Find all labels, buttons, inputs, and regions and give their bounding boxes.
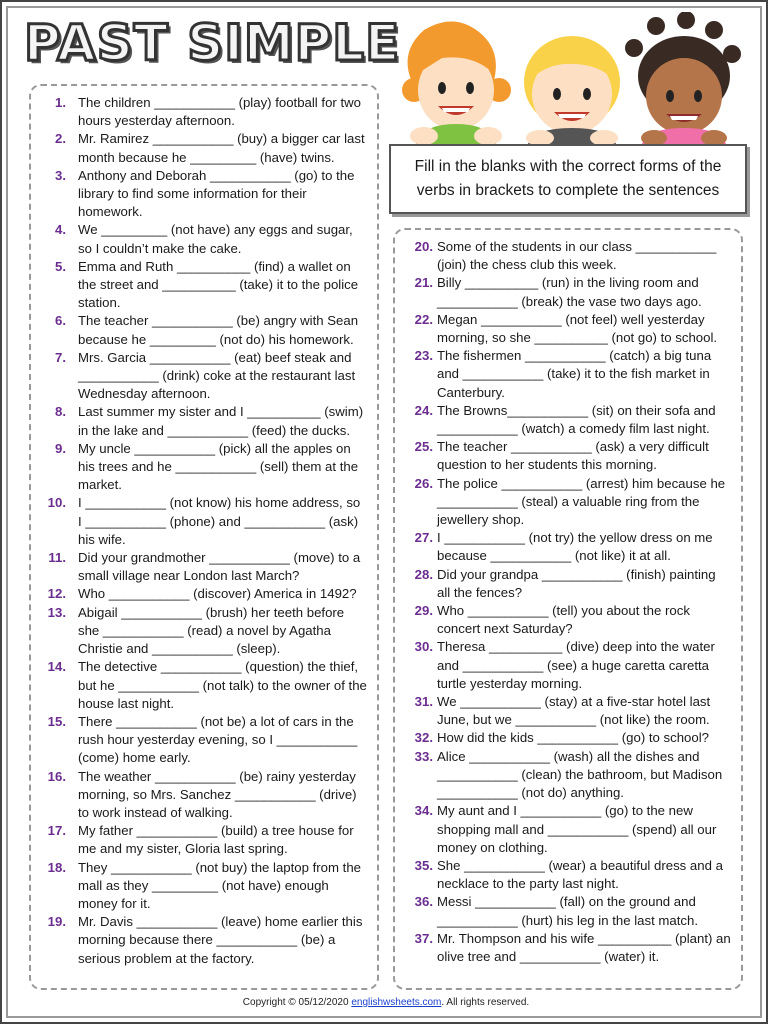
exercise-item xyxy=(405,729,731,747)
exercise-number: 16. xyxy=(47,768,66,784)
exercise-number: 36. xyxy=(414,894,433,910)
exercise-number: 2. xyxy=(55,131,66,147)
exercise-item xyxy=(405,347,731,402)
page-title: PAST SIMPLE xyxy=(24,14,401,72)
exercise-item xyxy=(405,238,731,274)
exercise-item xyxy=(41,221,367,257)
exercise-item xyxy=(405,566,731,602)
exercise-item xyxy=(41,585,367,603)
exercise-number: 20. xyxy=(414,239,433,254)
footer-prefix: Copyright © 05/12/2020 xyxy=(242,997,352,1008)
exercise-text: Billy __________ (run) in the living room and ___________ (break) the vase two days ago. xyxy=(437,275,702,309)
exercise-number: 3. xyxy=(55,167,66,183)
exercise-item xyxy=(405,893,731,929)
exercise-number: 24. xyxy=(414,402,433,418)
instruction-box xyxy=(389,144,747,214)
exercise-item xyxy=(405,274,731,310)
exercise-item xyxy=(41,349,367,404)
exercise-item xyxy=(405,748,731,803)
exercise-number: 13. xyxy=(47,604,66,620)
exercise-item xyxy=(41,549,367,585)
exercise-text: Some of the students in our class ___________ (join) the chess club this week. xyxy=(437,239,717,273)
exercise-text: Mr. Ramirez ___________ (buy) a bigger car last month because he _________ (have) twins. xyxy=(78,131,365,165)
exercise-text: My aunt and I ___________ (go) to the new shopping mall and ___________ (spend) all our money on clothing. xyxy=(437,803,717,855)
exercise-number: 37. xyxy=(414,930,433,946)
boy-middle-figure xyxy=(524,36,620,144)
exercise-item xyxy=(41,822,367,858)
exercise-number: 8. xyxy=(55,404,66,420)
exercise-text: The detective ___________ (question) the thief, but he ___________ (not talk) to the owner of the house last night. xyxy=(78,659,367,711)
exercise-text: Mr. Davis ___________ (leave) home earlier this morning because there ___________ (be) a serious problem at the factory. xyxy=(78,914,363,966)
exercise-number: 11. xyxy=(48,550,66,566)
exercise-item xyxy=(41,440,367,495)
exercise-text: Abigail ___________ (brush) her teeth before she ___________ (read) a novel by Agatha Christie and ___________ (sleep). xyxy=(78,604,345,657)
exercise-text: Mrs. Garcia ___________ (eat) beef steak and ___________ (drink) coke at the restaurant last Wednesday afternoon. xyxy=(78,349,356,402)
exercise-item xyxy=(405,930,731,966)
exercise-item xyxy=(405,693,731,729)
exercise-item xyxy=(405,857,731,893)
exercise-item xyxy=(41,768,367,823)
exercise-text: Did your grandpa ___________ (finish) painting all the fences? xyxy=(437,566,716,600)
exercise-item xyxy=(405,438,731,474)
exercise-number: 21. xyxy=(414,275,433,291)
exercise-text: Who ___________ (tell) you about the rock concert next Saturday? xyxy=(437,603,690,637)
exercise-text: Messi ___________ (fall) on the ground and ___________ (hurt) his leg in the last match. xyxy=(437,894,698,928)
exercise-item xyxy=(405,529,731,565)
exercise-text: They ___________ (not buy) the laptop from the mall as they _________ (not have) enough money for it. xyxy=(78,859,361,911)
exercise-text: She ___________ (wear) a beautiful dress and a necklace to the party last night. xyxy=(437,857,723,892)
right-exercise-column xyxy=(393,228,743,990)
exercise-item xyxy=(405,475,731,530)
exercise-item xyxy=(41,312,367,348)
exercise-text: The fishermen ___________ (catch) a big tuna and ___________ (take) it to the fish market in Canterbury. xyxy=(437,348,712,400)
exercise-number: 30. xyxy=(414,639,433,655)
exercise-number: 31. xyxy=(414,694,433,710)
exercise-text: My father ___________ (build) a tree house for me and my sister, Gloria last spring. xyxy=(78,823,354,857)
exercise-text: Theresa __________ (dive) deep into the water and ___________ (see) a huge caretta caretta turtle yesterday morning. xyxy=(437,639,715,691)
exercise-item xyxy=(41,713,367,768)
exercise-text: The weather ___________ (be) rainy yesterday morning, so Mrs. Sanchez ___________ (drive) to work instead of walking. xyxy=(78,768,357,820)
exercise-text: I ___________ (not know) his home address, so I ___________ (phone) and ___________ (ask) his wife. xyxy=(78,495,361,547)
exercise-number: 6. xyxy=(55,313,66,329)
exercise-number: 15. xyxy=(47,713,66,729)
exercise-text: My uncle ___________ (pick) all the apples on his trees and he ___________ (sell) them at the market. xyxy=(78,440,359,493)
exercise-number: 26. xyxy=(414,475,433,491)
exercise-number: 19. xyxy=(47,914,66,930)
exercise-number: 22. xyxy=(414,311,433,327)
exercise-number: 7. xyxy=(55,349,66,365)
exercise-text: The teacher ___________ (be) angry with Sean because he _________ (not do) his homework. xyxy=(78,313,359,347)
exercise-item xyxy=(405,602,731,638)
exercise-number: 33. xyxy=(414,748,433,764)
exercise-text: The teacher ___________ (ask) a very difficult question to her students this morning. xyxy=(437,439,709,473)
exercise-text: Last summer my sister and I __________ (swim) in the lake and ___________ (feed) the ducks. xyxy=(78,404,364,438)
exercise-item xyxy=(41,403,367,439)
footer-suffix: . All rights reserved. xyxy=(441,997,530,1008)
exercise-text: The children ___________ (play) football for two hours yesterday afternoon. xyxy=(78,95,361,129)
exercise-number: 23. xyxy=(414,348,433,364)
girl-right-figure xyxy=(625,12,741,144)
exercise-item xyxy=(405,638,731,693)
exercise-text: Anthony and Deborah ___________ (go) to the library to find some information for their homework. xyxy=(78,167,355,220)
exercise-text: Megan ___________ (not feel) well yesterday morning, so she __________ (not go) to school. xyxy=(437,311,718,346)
exercise-item xyxy=(41,258,367,313)
exercise-text: Did your grandmother ___________ (move) to a small village near London last March? xyxy=(78,550,361,584)
exercise-number: 28. xyxy=(414,566,433,582)
exercise-text: Alice ___________ (wash) all the dishes and ___________ (clean) the bathroom, but Madison ___________ (not do) anything. xyxy=(437,748,723,801)
exercise-item xyxy=(405,311,731,347)
exercise-item xyxy=(41,604,367,659)
exercise-item xyxy=(41,94,367,130)
exercise-item xyxy=(41,658,367,713)
kids-illustration xyxy=(394,12,744,144)
instruction-text: Fill in the blanks with the correct forms of the verbs in brackets to complete the sentences xyxy=(414,158,722,199)
exercise-item xyxy=(405,402,731,438)
exercise-item xyxy=(41,130,367,166)
exercise-number: 4. xyxy=(55,222,66,238)
exercise-text: I ___________ (not try) the yellow dress on me because ___________ (not like) it at all. xyxy=(437,530,713,564)
exercise-number: 5. xyxy=(55,258,66,274)
exercise-item xyxy=(41,859,367,914)
exercise-text: We ___________ (stay) at a five-star hotel last June, but we ___________ (not like) the room. xyxy=(437,694,711,728)
footer-site-link[interactable]: englishwsheets.com xyxy=(351,997,442,1008)
exercise-item xyxy=(41,913,367,968)
girl-left-figure xyxy=(402,21,511,144)
exercise-text: There ___________ (not be) a lot of cars in the rush hour yesterday evening, so I ___________ (come) home early. xyxy=(78,713,358,766)
exercise-text: The Browns___________ (sit) on their sofa and ___________ (watch) a comedy film last night. xyxy=(437,402,716,437)
exercise-item xyxy=(41,494,367,549)
exercise-text: Emma and Ruth __________ (find) a wallet on the street and __________ (take) it to the police station. xyxy=(78,258,359,311)
exercise-text: The police ___________ (arrest) him because he ___________ (steal) a valuable ring from the jewellery shop. xyxy=(437,475,726,528)
exercise-number: 35. xyxy=(414,857,433,873)
left-exercise-column xyxy=(29,84,379,990)
exercise-number: 27. xyxy=(414,530,433,546)
exercise-text: How did the kids ___________ (go) to school? xyxy=(437,730,709,746)
exercise-text: Mr. Thompson and his wife __________ (plant) an olive tree and ___________ (water) it. xyxy=(437,930,731,964)
exercise-number: 1. xyxy=(55,95,66,110)
copyright-footer xyxy=(2,997,768,1008)
exercise-number: 17. xyxy=(47,823,66,839)
exercise-number: 32. xyxy=(414,730,433,746)
exercise-number: 25. xyxy=(414,439,433,455)
exercise-number: 29. xyxy=(414,603,433,619)
exercise-number: 18. xyxy=(47,859,66,875)
exercise-number: 10. xyxy=(47,495,66,511)
exercise-text: Who ___________ (discover) America in 1492? xyxy=(78,586,357,602)
exercise-text: We _________ (not have) any eggs and sugar, so I couldn’t make the cake. xyxy=(78,222,353,256)
exercise-number: 9. xyxy=(55,440,66,456)
exercise-item xyxy=(405,802,731,857)
exercise-number: 12. xyxy=(47,586,66,602)
exercise-number: 34. xyxy=(414,803,433,819)
exercise-number: 14. xyxy=(47,659,66,675)
exercise-item xyxy=(41,167,367,222)
